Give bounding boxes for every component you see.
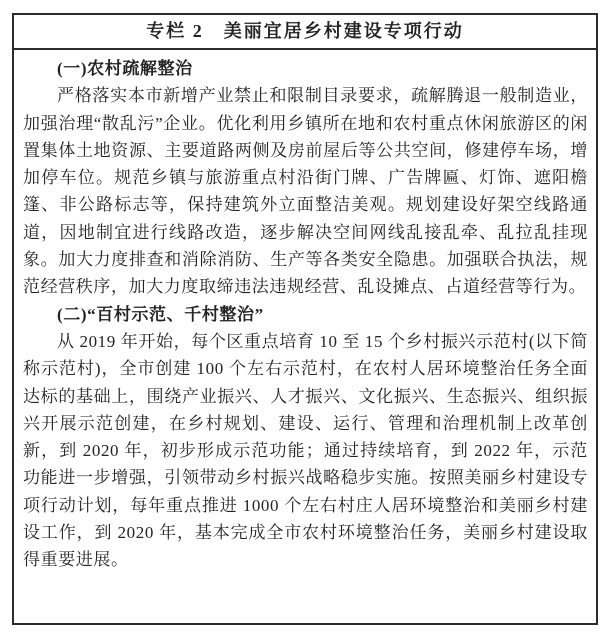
- section-2-paragraph: 从 2019 年开始，每个区重点培育 10 至 15 个乡村振兴示范村(以下简称示范村)，全市创建 100 个左右示范村，在农村人居环境整治任务全面达标的基础上，围绕产业振兴、人才振兴、文化振兴、生态振兴、组织振兴开展示范创建，在乡村规划、建设、运行、管理和治理机制上改革创新，到 2020 年，初步形成示范功能；通过持续培育，到 2022 年，示范功能进一步增强，引领带动乡村振兴战略稳步实施。按照美丽乡村建设专项行动计划，每年重点推进 1000 个左右村庄人居环境整治和美丽乡村建设工作，到 2020 年，基本完成全市农村环境整治任务，美丽乡村建设取得重要进展。: [23, 331, 588, 570]
- panel-title: 专栏 2 美丽宜居乡村建设专项行动: [14, 15, 596, 50]
- panel-body: [14, 50, 596, 574]
- section-2-heading: (二)“百村示范、千村整治”: [57, 304, 264, 324]
- special-action-panel: [12, 13, 598, 625]
- section-1-paragraph: 严格落实本市新增产业禁止和限制目录要求，疏解腾退一般制造业，加强治理“散乱污”企业。优化利用乡镇所在地和农村重点休闲旅游区的闲置集体土地资源、主要道路两侧及房前屋后等公共空间，修建停车场，增加停车位。规范乡镇与旅游重点村沿街门牌、广告牌匾、灯饰、遮阳檐篷、非公路标志等，保持建筑外立面整洁美观。规划建设好架空线路通道，因地制宜进行线路改造，逐步解决空间网线乱接乱牵、乱拉乱挂现象。加大力度排查和消除消防、生产等各类安全隐患。加强联合执法，规范经营秩序，加大力度取缔违法违规经营、乱设摊点、占道经营等行为。: [23, 86, 588, 297]
- section-1-heading: (一)农村疏解整治: [57, 59, 193, 78]
